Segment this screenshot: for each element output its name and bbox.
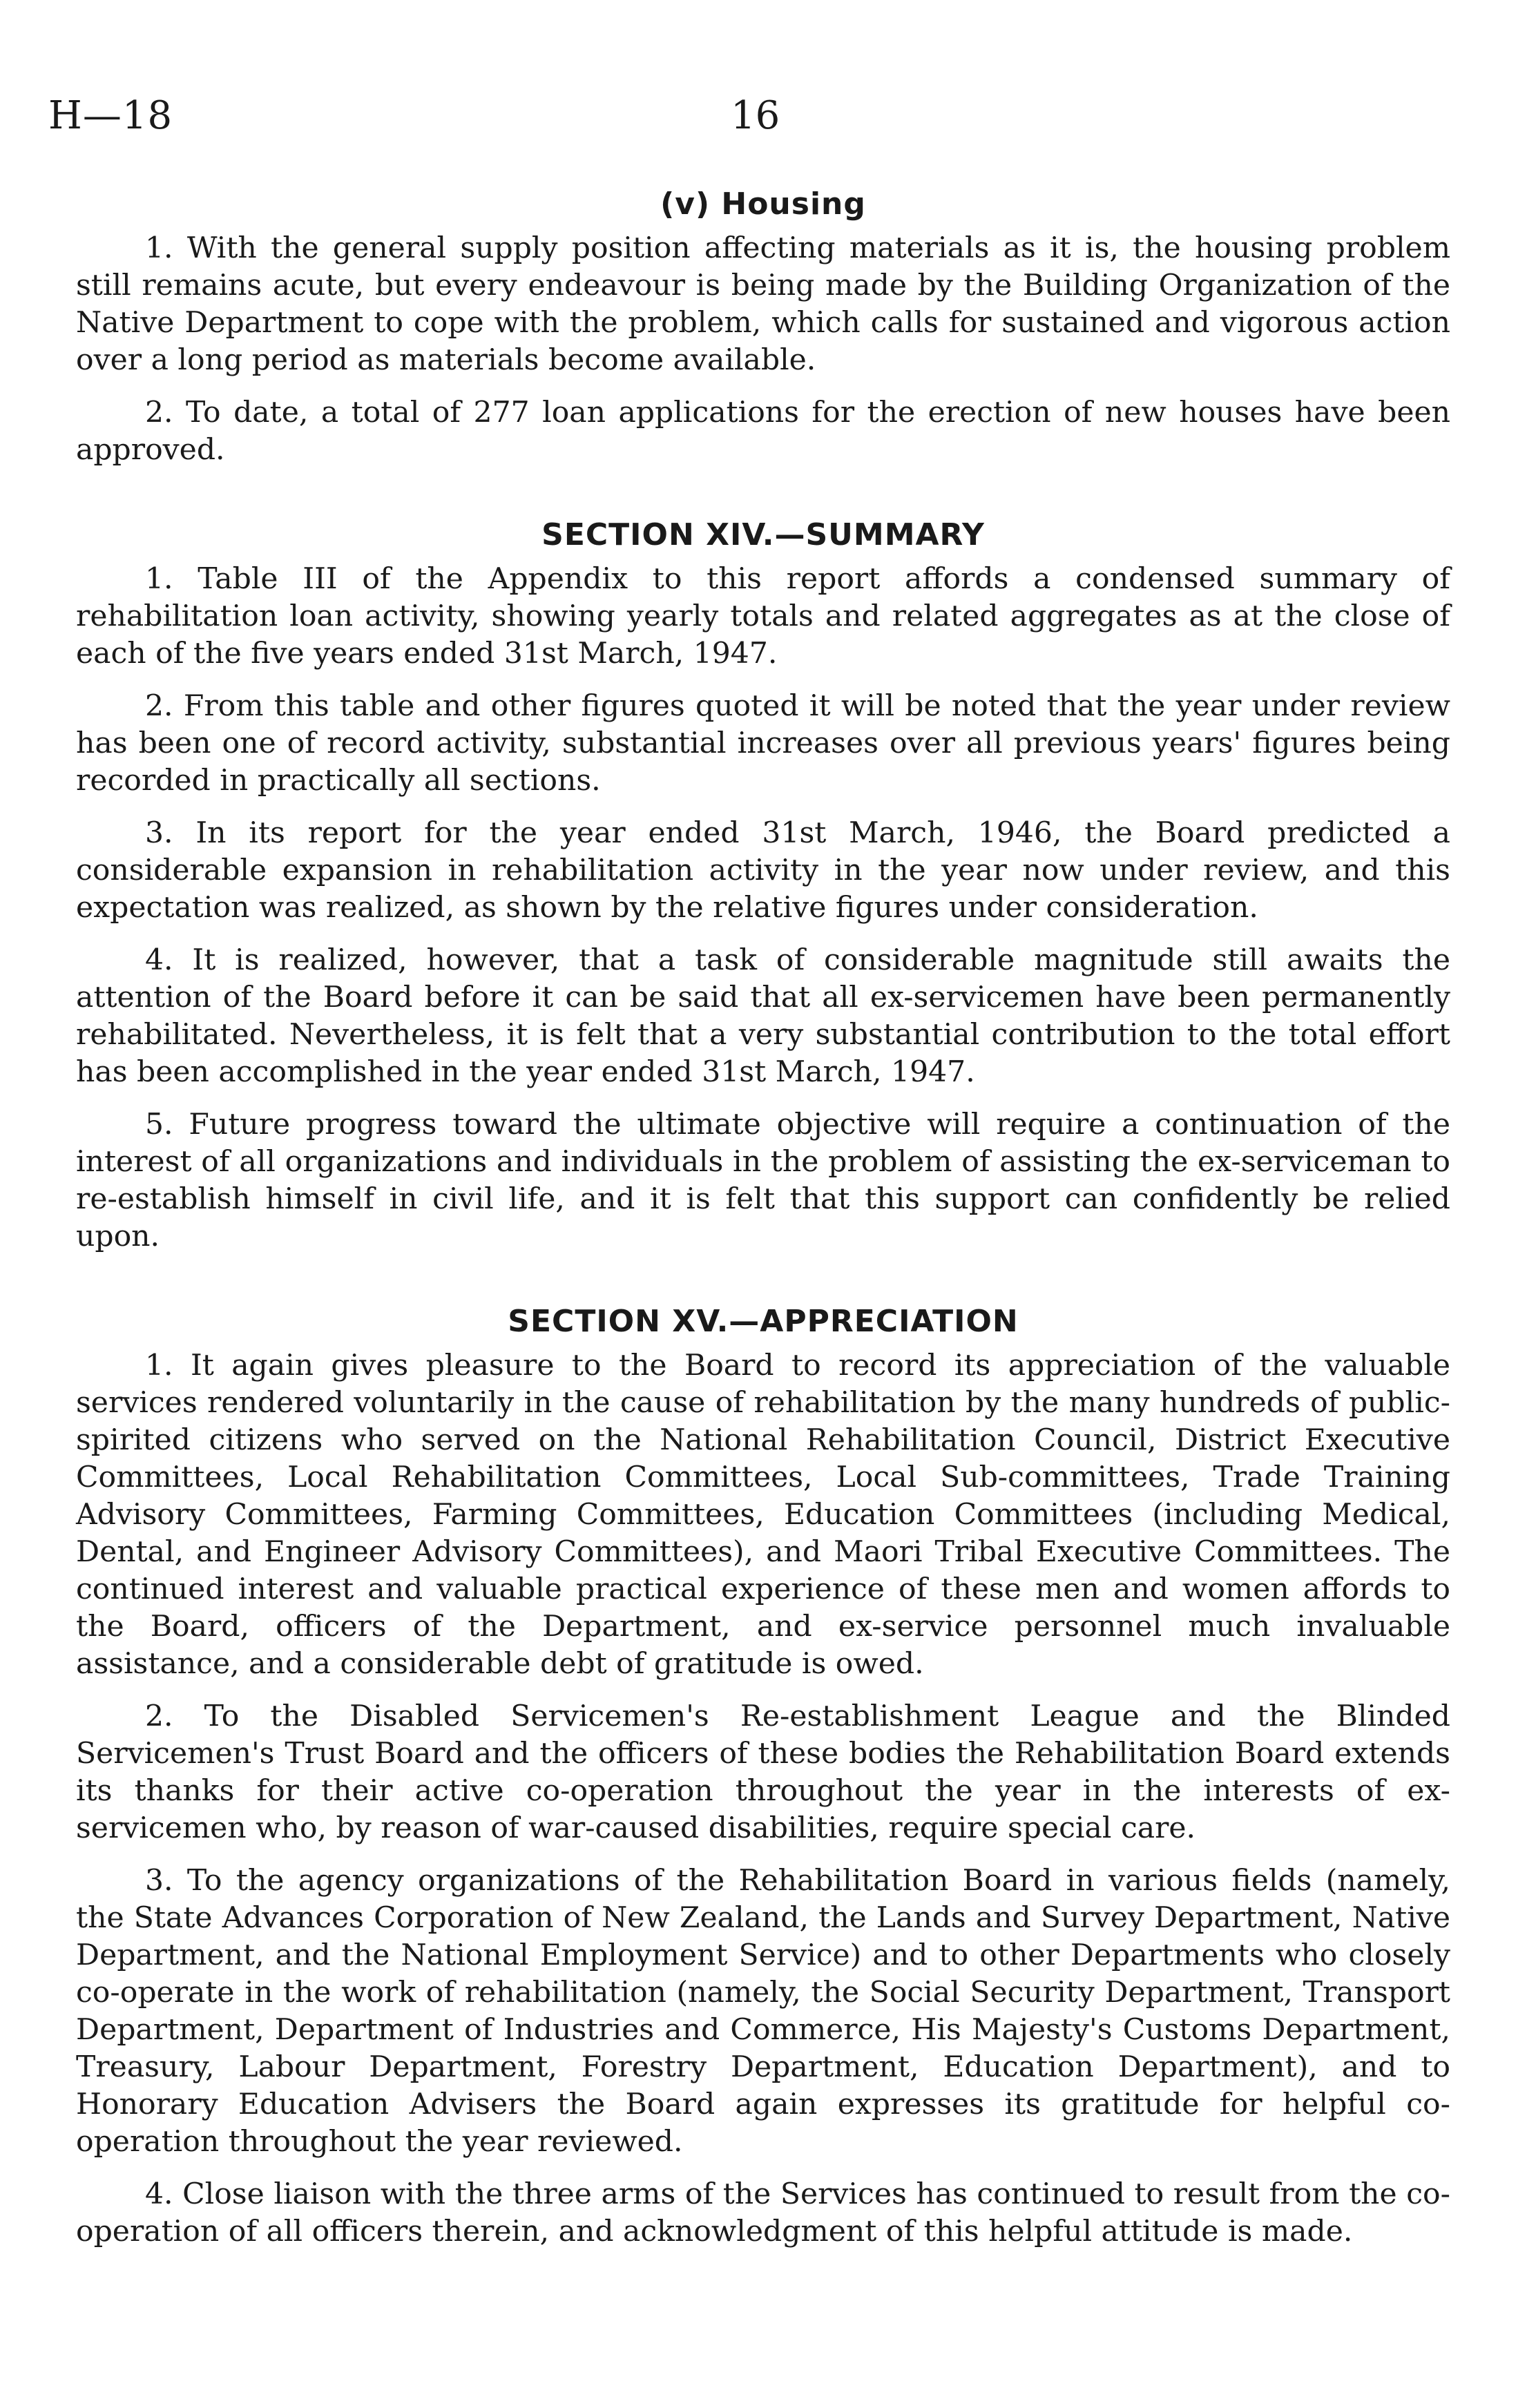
- paragraph: 1. Table III of the Appendix to this report affords a condensed summary of rehabilitation loan activity, showing yearly totals and related aggregates as at the close of each of the five years ended 31st March, 1947.: [76, 562, 1450, 671]
- section-summary: [76, 517, 1450, 1255]
- section-housing: [76, 186, 1450, 469]
- page-content: [76, 186, 1450, 2266]
- section-appreciation: [76, 1304, 1450, 2251]
- paragraph: 4. Close liaison with the three arms of the Services has continued to result from the co-operation of all officers therein, and acknowledgment of this helpful attitude is made.: [76, 2177, 1450, 2248]
- section-heading: SECTION XV.—APPRECIATION: [508, 1304, 1019, 1339]
- paragraph: 4. It is realized, however, that a task of considerable magnitude still awaits the attention of the Board before it can be said that all ex-servicemen have been permanently rehabilitated. Nevertheless, it is felt that a very substantial contribution to the total effort has been accomplished in the year ended 31st March, 1947.: [76, 943, 1450, 1089]
- page-number: 16: [731, 93, 780, 138]
- paragraph: 5. Future progress toward the ultimate objective will require a continuation of the interest of all organizations and individuals in the problem of assisting the ex-serviceman to re-establish himself in civil life, and it is felt that this support can confidently be relied upon.: [76, 1108, 1450, 1253]
- paragraph: 3. To the agency organizations of the Rehabilitation Board in various fields (namely, the State Advances Corporation of New Zealand, the Lands and Survey Department, Native Department, and the National Employment Service) and to other Departments who closely co-operate in the work of rehabilitation (namely, the Social Security Department, Transport Department, Department of Industries and Commerce, His Majesty's Customs Department, Treasury, Labour Department, Forestry Department, Education Department), and to Honorary Education Advisers the Board again expresses its gratitude for helpful co-operation throughout the year reviewed.: [76, 1864, 1450, 2159]
- paragraph: 2. To date, a total of 277 loan applications for the erection of new houses have been approved.: [76, 396, 1450, 467]
- paragraph: 2. To the Disabled Servicemen's Re-establishment League and the Blinded Servicemen's Trust Board and the officers of these bodies the Rehabilitation Board extends its thanks for their active co-operation throughout the year in the interests of ex-servicemen who, by reason of war-caused disabilities, require special care.: [76, 1699, 1450, 1845]
- paragraph: 3. In its report for the year ended 31st March, 1946, the Board predicted a considerable expansion in rehabilitation activity in the year now under review, and this expectation was realized, as shown by the relative figures under consideration.: [76, 816, 1450, 925]
- section-heading: SECTION XIV.—SUMMARY: [541, 517, 985, 552]
- paragraph: 1. With the general supply position affecting materials as it is, the housing problem still remains acute, but every endeavour is being made by the Building Organization of the Native Department to cope with the problem, which calls for sustained and vigorous action over a long period as materials become available.: [76, 231, 1450, 377]
- paragraph: 1. It again gives pleasure to the Board to record its appreciation of the valuable services rendered voluntarily in the cause of rehabilitation by the many hundreds of public-spirited citizens who served on the National Rehabilitation Council, District Executive Committees, Local Rehabilitation Committees, Local Sub-committees, Trade Training Advisory Committees, Farming Committees, Education Committees (including Medical, Dental, and Engineer Advisory Committees), and Maori Tribal Executive Committees. The continued interest and valuable practical experience of these men and women affords to the Board, officers of the Department, and ex-service personnel much invaluable assistance, and a considerable debt of gratitude is owed.: [76, 1349, 1450, 1681]
- paragraph: 2. From this table and other figures quoted it will be noted that the year under review has been one of record activity, substantial increases over all previous years' figures being recorded in practically all sections.: [76, 689, 1450, 798]
- document-reference: H—18: [48, 93, 173, 138]
- section-heading: (v) Housing: [660, 186, 866, 222]
